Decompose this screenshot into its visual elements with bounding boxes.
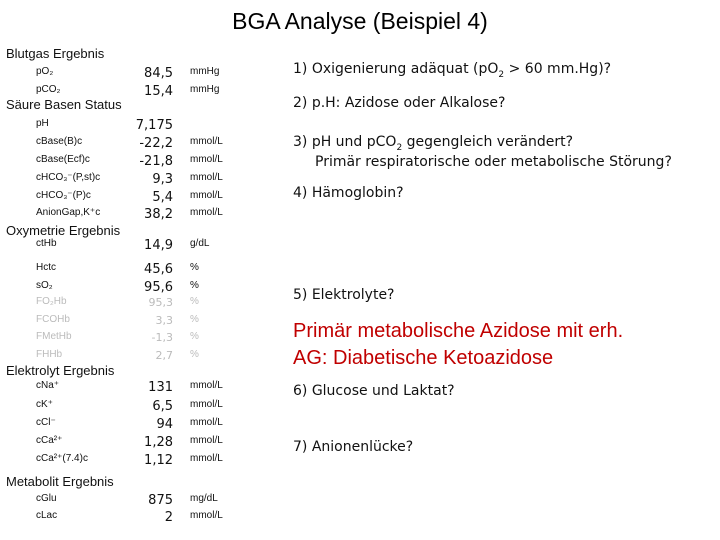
row-label: cHCO₃⁻(P)c [36,190,91,201]
row-value: 6,5 [152,399,173,414]
row-value: 2 [164,510,173,525]
question-1-text-end: > 60 mm.Hg)? [504,61,612,77]
row-fmethb [0,331,235,347]
question-1-text: 1) Oxigenierung adäquat (pO [293,61,499,77]
question-1-sub: 2 [498,69,505,80]
row-cbase-b [0,136,235,152]
row-label: cK⁺ [36,399,53,410]
row-label: FMetHb [36,331,72,342]
row-clac [0,510,235,526]
diagnosis-answer [293,318,623,372]
row-label: sO₂ [36,280,53,291]
row-label: cLac [36,510,58,521]
row-cca-74 [0,453,235,469]
slide-title: BGA Analyse (Beispiel 4) [232,8,488,34]
row-chco3-pst [0,172,235,188]
row-pco2 [0,84,235,100]
row-so2 [0,280,235,296]
row-label: cBase(Ecf)c [36,154,90,165]
bga-printout [0,42,235,540]
row-chco3-p [0,190,235,206]
section-oxymetrie: Oxymetrie Ergebnis [6,223,121,238]
row-unit: mmol/L [190,190,223,201]
question-3 [293,134,573,153]
row-label: Hctc [36,262,56,273]
row-unit: g/dL [190,238,210,249]
row-value: 3,3 [155,314,173,327]
row-label: cCl⁻ [36,417,56,428]
row-unit: % [190,349,199,360]
question-3-detail: Primär respiratorische oder metabolische Störung? [315,154,672,170]
row-unit: mmHg [190,84,220,95]
row-label: pO₂ [36,66,54,77]
row-label: cHCO₃⁻(P,st)c [36,172,101,183]
row-unit: mmol/L [190,453,223,464]
row-unit: mmol/L [190,207,223,218]
row-value: 84,5 [144,66,173,81]
row-ph [0,118,235,134]
row-value: 95,3 [148,296,173,309]
row-ccl [0,417,235,433]
row-fo2hb [0,296,235,312]
row-cbase-ecf [0,154,235,170]
row-cca [0,435,235,451]
question-7: 7) Anionenlücke? [293,439,414,455]
question-3-text: 3) pH und pCO [293,134,397,150]
row-label: AnionGap,K⁺c [36,207,101,218]
question-1 [293,61,611,80]
row-value: 131 [148,380,173,395]
row-unit: mmol/L [190,435,223,446]
question-2: 2) p.H: Azidose oder Alkalose? [293,95,506,111]
row-value: 14,9 [144,238,173,253]
row-label: FHHb [36,349,63,360]
row-value: 5,4 [152,190,173,205]
question-4: 4) Hämoglobin? [293,185,404,201]
row-unit: mmol/L [190,510,223,521]
row-cthb [0,238,235,254]
row-unit: mmHg [190,66,220,77]
section-blutgas: Blutgas Ergebnis [6,46,105,61]
row-label: cCa²⁺(7.4)c [36,453,88,464]
question-6: 6) Glucose und Laktat? [293,383,455,399]
row-unit: mmol/L [190,380,223,391]
question-5: 5) Elektrolyte? [293,287,395,303]
row-label: FO₂Hb [36,296,67,307]
question-3-sub: 2 [396,142,403,153]
row-unit: % [190,296,199,307]
row-unit: % [190,262,199,273]
row-unit: mg/dL [190,493,218,504]
row-label: pH [36,118,49,129]
answer-line-1: Primär metabolische Azidose mit erh. [293,320,624,342]
row-unit: % [190,314,199,325]
row-value: -21,8 [139,154,173,169]
row-value: 875 [148,493,173,508]
row-label: ctHb [36,238,57,249]
row-unit: mmol/L [190,172,223,183]
row-value: 2,7 [155,349,173,362]
section-saeure-basen: Säure Basen Status [6,97,122,112]
row-unit: % [190,331,199,342]
question-3-text-end: gegengleich verändert? [402,134,574,150]
row-label: pCO₂ [36,84,61,95]
row-value: 45,6 [144,262,173,277]
row-fhhb [0,349,235,365]
row-unit: mmol/L [190,399,223,410]
row-cna [0,380,235,396]
row-fcohb [0,314,235,330]
section-metabolit: Metabolit Ergebnis [6,474,114,489]
row-label: cNa⁺ [36,380,60,391]
row-value: -22,2 [139,136,173,151]
row-value: 38,2 [144,207,173,222]
row-label: cGlu [36,493,57,504]
row-value: -1,3 [151,331,173,344]
row-label: cCa²⁺ [36,435,63,446]
row-aniongap [0,207,235,223]
row-value: 1,12 [144,453,173,468]
row-value: 15,4 [144,84,173,99]
row-value: 7,175 [135,118,173,133]
row-po2 [0,66,235,82]
row-hct [0,262,235,278]
row-value: 9,3 [152,172,173,187]
row-unit: mmol/L [190,154,223,165]
answer-line-2: AG: Diabetische Ketoazidose [293,347,554,369]
row-value: 1,28 [144,435,173,450]
row-cglu [0,493,235,509]
section-elektrolyt: Elektrolyt Ergebnis [6,363,115,378]
row-unit: mmol/L [190,417,223,428]
row-unit: % [190,280,199,291]
row-value: 94 [156,417,173,432]
row-label: cBase(B)c [36,136,83,147]
row-unit: mmol/L [190,136,223,147]
row-value: 95,6 [144,280,173,295]
row-label: FCOHb [36,314,70,325]
row-ck [0,399,235,415]
